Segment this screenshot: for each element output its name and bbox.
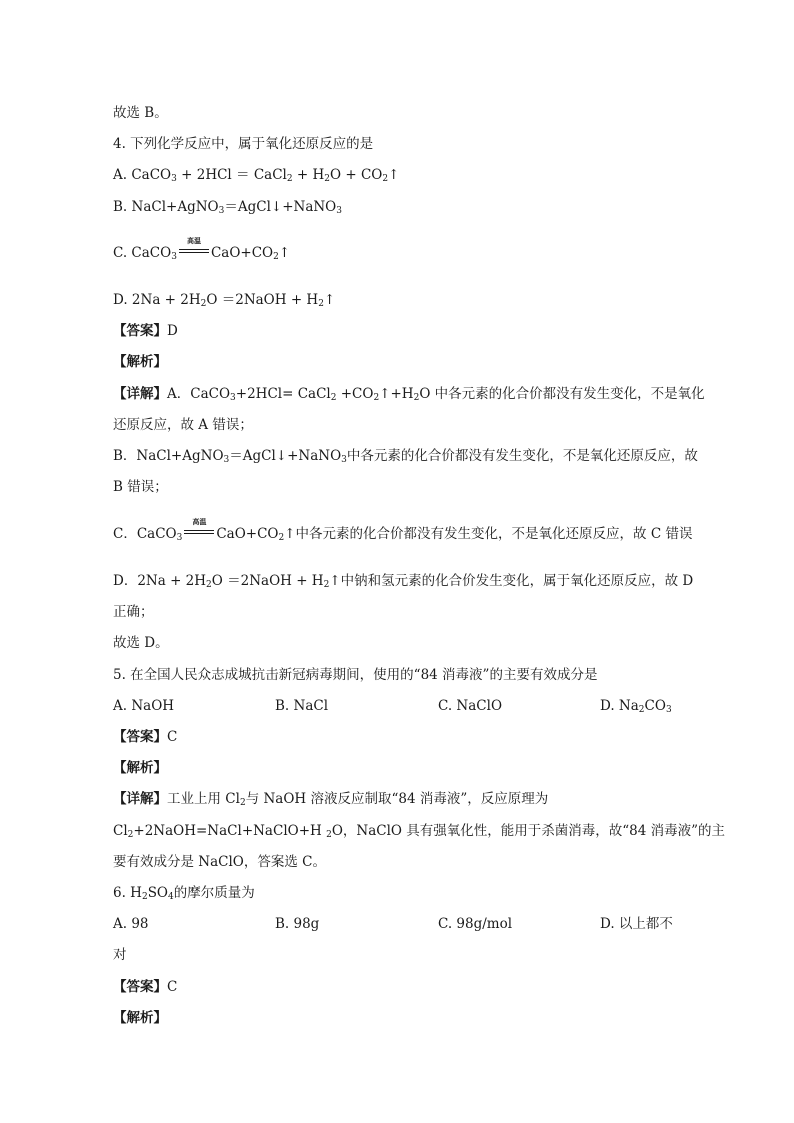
q5-option-a: A. NaOH <box>113 698 175 714</box>
q3-conclusion: 故选 B。 <box>113 105 168 121</box>
q5-detail-line-2: $Cl_2+2NaOH=NaCl+NaClO+H$ $_2$O，NaClO 具有强氧化性，能用于杀菌消毒，故“84 消毒液”的主 <box>113 823 726 840</box>
q5-detail-line-1: 【详解】工业上用 $Cl_2$与 NaOH 溶液反应制取“84 消毒液”，反应原理为 <box>113 791 549 808</box>
q6-stem: 6. $H_2SO_4$的摩尔质量为 <box>113 885 255 902</box>
q4-option-d: D. $2Na + 2H_2O$ ＝2NaOH + $H_2↑$ <box>113 292 336 309</box>
q4-detail-line-6: D．$2Na + 2H_2O$ ＝2NaOH + $H_2↑$中钠和氢元素的化合价发生变化，属于氧化还原反应，故 D <box>113 573 694 590</box>
q5-stem: 5. 在全国人民众志成城抗击新冠病毒期间，使用的“84 消毒液”的主要有效成分是 <box>113 667 598 683</box>
reaction-condition-arrow: 高温 <box>178 245 210 257</box>
q4-detail-line-8: 故选 D。 <box>113 635 169 651</box>
q5-detail-line-3: 要有效成分是 NaClO，答案选 C。 <box>113 854 326 870</box>
q5-analysis-heading: 【解析】 <box>113 760 167 776</box>
q4-detail-line-7: 正确； <box>113 604 154 620</box>
reaction-condition-arrow: 高温 <box>183 526 215 538</box>
q4-stem: 4. 下列化学反应中，属于氧化还原反应的是 <box>113 136 374 152</box>
q6-analysis-heading: 【解析】 <box>113 1010 167 1026</box>
q6-option-a: A. 98 <box>113 916 149 932</box>
q6-option-d: D. 以上都不 <box>600 916 673 932</box>
q5-option-b: B. NaCl <box>275 698 329 714</box>
q4-detail-line-4: B 错误； <box>113 479 168 495</box>
q5-answer: 【答案】C <box>113 729 178 745</box>
q6-option-c: C. 98g/mol <box>438 916 513 932</box>
q4-detail-line-3: B．NaCl+AgNO$_3$＝AgCl↓+NaNO$_3$中各元素的化合价都没有发生变化，不是氧化还原反应，故 <box>113 448 698 465</box>
q4-analysis-heading: 【解析】 <box>113 354 167 370</box>
q6-answer: 【答案】C <box>113 979 178 995</box>
q4-option-a: A. CaCO$_3$ + 2HCl ＝ CaCl$_2$ + $H_2O$ + $CO_2↑$ <box>113 167 400 184</box>
q4-option-b: B. NaCl+AgNO$_3$＝AgCl↓+NaNO$_3$ <box>113 199 342 216</box>
q5-option-d: D. $Na_2CO_3$ <box>600 698 672 715</box>
q4-option-c: C. CaCO$_3$ 高温 $CaO+CO_2↑$ <box>113 236 291 262</box>
q4-detail-line-5: C．CaCO$_3$ 高温 $CaO+CO_2↑$中各元素的化合价都没有发生变化，不是氧化还原反应，故 C 错误 <box>113 517 693 543</box>
q5-option-c: C. NaClO <box>438 698 503 714</box>
q6-option-b: B. 98g <box>275 916 320 932</box>
q4-answer: 【答案】D <box>113 323 178 339</box>
q4-detail-line-1: 【详解】A．CaCO$_3$+2HCl= CaCl$_2$ $+CO_2↑+H_2O$ 中各元素的化合价都没有发生变化，不是氧化 <box>113 386 705 403</box>
q6-option-d-continued: 对 <box>113 947 127 963</box>
q4-detail-line-2: 还原反应，故 A 错误； <box>113 417 253 433</box>
